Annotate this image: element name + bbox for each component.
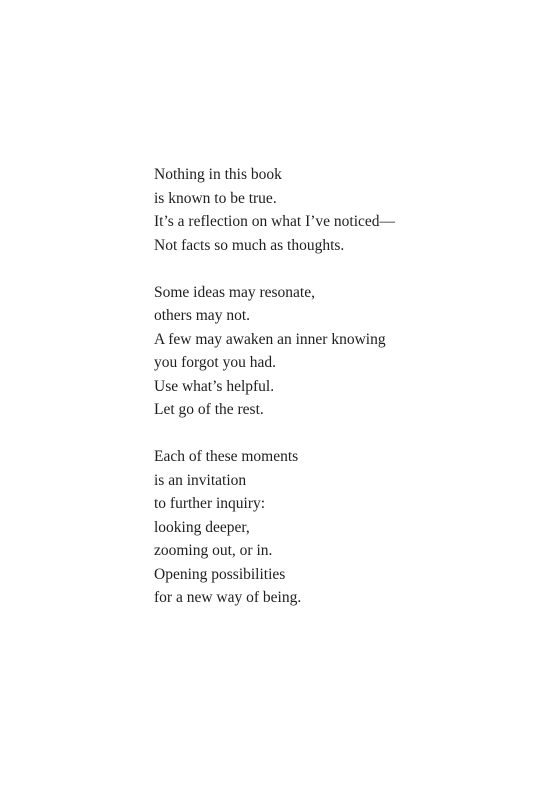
stanza-2: [154, 281, 534, 422]
poem-line: is an invitation: [154, 471, 247, 489]
poem-line: Not facts so much as thoughts.: [154, 236, 345, 254]
poem-line: zooming out, or in.: [154, 542, 273, 559]
poem-line: for a new way of being.: [154, 589, 302, 606]
poem-line: you forgot you had.: [154, 354, 276, 371]
poem-line: Each of these moments: [154, 448, 299, 465]
poem-line: Some ideas may resonate,: [154, 283, 315, 301]
poem-line: Let go of the rest.: [154, 401, 264, 418]
stanza-1: [154, 163, 534, 257]
poem-line: Use what’s helpful.: [154, 377, 275, 395]
poem-line: It’s a reflection on what I’ve noticed—: [154, 213, 396, 230]
stanza-3: [154, 445, 534, 610]
poem-line: Nothing in this book: [154, 166, 282, 183]
poem-line: is known to be true.: [154, 189, 277, 207]
poem-line: others may not.: [154, 307, 250, 324]
poem-line: Opening possibilities: [154, 565, 286, 583]
poem-text: [154, 163, 534, 633]
poem-line: A few may awaken an inner knowing: [154, 330, 386, 348]
poem-line: looking deeper,: [154, 518, 250, 536]
poem-line: to further inquiry:: [154, 495, 266, 512]
